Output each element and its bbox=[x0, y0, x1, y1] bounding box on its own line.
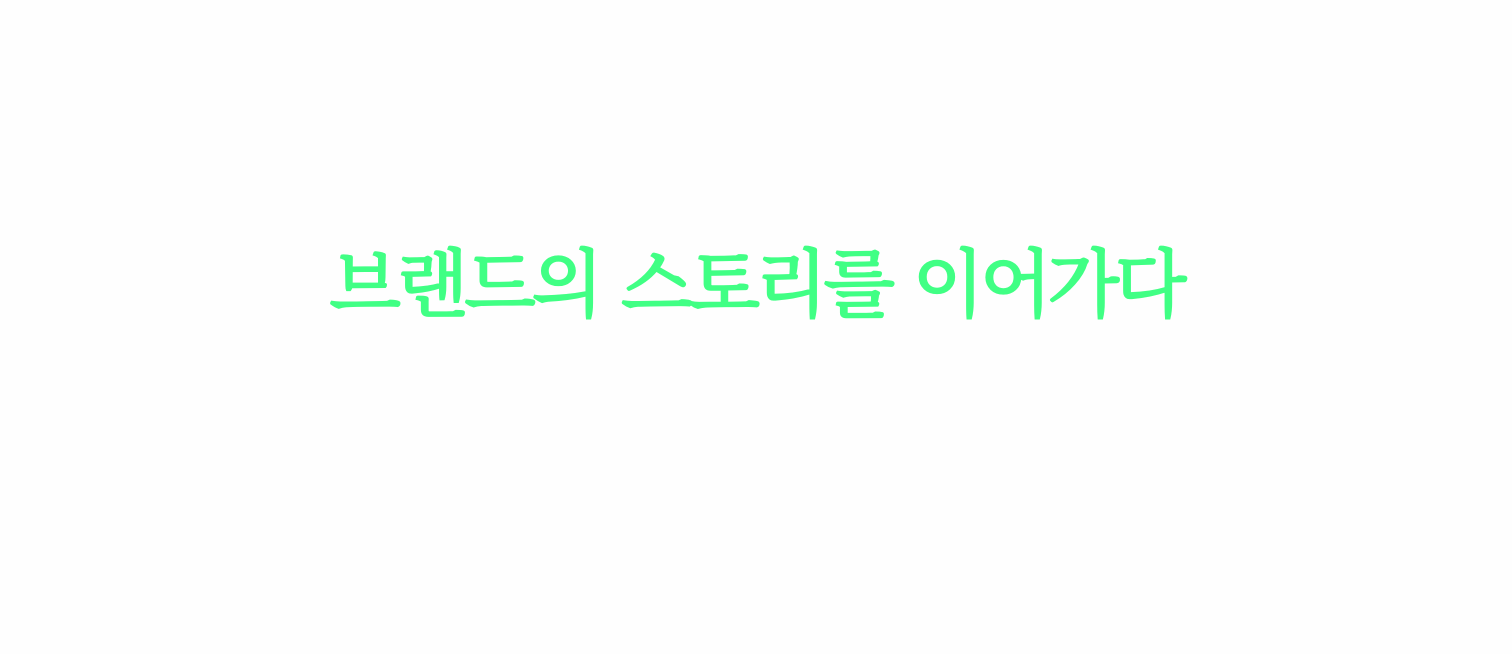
hero-headline: 브랜드의 스토리를 이어가다 bbox=[329, 241, 1183, 328]
